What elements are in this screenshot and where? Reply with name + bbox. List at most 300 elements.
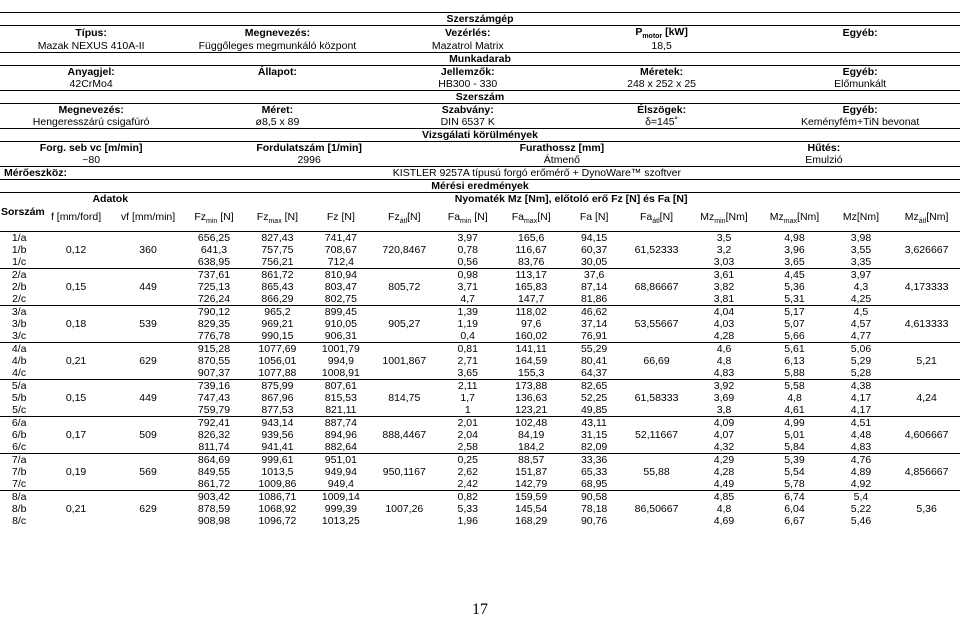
fz-value: 969,21 [261, 318, 294, 330]
fz-value: 1013,25 [321, 515, 360, 527]
fz-value: 915,28 [182, 343, 245, 356]
mz-value: 3,2 [716, 244, 732, 256]
fa-value: 118,02 [499, 306, 562, 319]
section-row [0, 13, 960, 26]
mz-average: 3,626667 [893, 232, 960, 269]
mz-value: 5,01 [784, 429, 805, 441]
fa-value: 90,76 [580, 515, 608, 527]
fa-value: 184,2 [518, 441, 545, 453]
fa-value: 30,05 [580, 256, 608, 268]
mz-value: 3,81 [713, 293, 735, 305]
table-row [0, 142, 960, 155]
fz-value: 903,42 [182, 491, 245, 504]
column-header-main: Fz [256, 211, 269, 223]
fa-value: 159,59 [499, 491, 562, 504]
mz-value: 4,09 [688, 417, 761, 430]
fz-value: 941,41 [261, 441, 294, 453]
fa-value: 87,14 [580, 281, 608, 293]
fz-value: 656,25 [182, 232, 245, 245]
fz-value: 870,55 [197, 355, 231, 367]
tool-header: Méret: [182, 104, 372, 117]
fz-average: 805,72 [373, 269, 436, 306]
mz-average: 4,856667 [893, 454, 960, 491]
feed-value: 0,17 [38, 417, 114, 454]
fz-value: 747,43 [197, 392, 231, 404]
column-header-main: Fz [194, 211, 206, 223]
mz-value: 3,65 [784, 256, 805, 268]
mz-value: 4,8 [716, 355, 732, 367]
feed-rate-value: 449 [114, 269, 182, 306]
fa-value: 173,88 [499, 380, 562, 393]
fz-value: 861,72 [197, 478, 231, 490]
power-sub: motor [642, 33, 663, 40]
machine-header-power [563, 26, 760, 41]
section-row [0, 53, 960, 66]
workpiece-value: 42CrMo4 [69, 78, 113, 90]
mz-value: 6,13 [784, 355, 805, 367]
mz-value: 4,61 [784, 404, 805, 416]
fa-value: 1,39 [436, 306, 499, 319]
fz-value: 882,64 [324, 441, 357, 453]
fz-value: 908,98 [197, 515, 231, 527]
fz-value: 877,53 [261, 404, 294, 416]
machine-value: Függőleges megmunkáló központ [198, 40, 357, 52]
fz-value: 737,61 [182, 269, 245, 282]
fa-value: 60,37 [580, 244, 608, 256]
mz-value: 4,3 [853, 281, 869, 293]
machine-value: Mazak NEXUS 410A-II [37, 40, 145, 52]
fa-value: 43,11 [563, 417, 625, 430]
row-id: 6/c [12, 441, 27, 453]
feed-rate-value: 629 [114, 491, 182, 528]
fa-value: 55,29 [563, 343, 625, 356]
data-row [0, 232, 960, 245]
fz-value: 1013,5 [261, 466, 294, 478]
header-adatok: Adatok [38, 193, 182, 206]
mz-value: 4,03 [713, 318, 735, 330]
column-header [373, 205, 436, 232]
row-id: 6/b [11, 429, 27, 441]
mz-average: 5,21 [893, 343, 960, 380]
fa-value: 168,29 [515, 515, 548, 527]
column-header-unit: [Nm] [725, 211, 748, 223]
section-row [0, 129, 960, 142]
mz-value: 5,84 [784, 441, 805, 453]
fz-value: 994,9 [327, 355, 354, 367]
column-header-main: Fz [388, 211, 400, 223]
mz-average: 4,24 [893, 380, 960, 417]
fz-average: 814,75 [373, 380, 436, 417]
workpiece-header: Méretek: [563, 66, 760, 79]
header-sorszam: Sorszám [0, 193, 38, 232]
fa-value: 33,36 [563, 454, 625, 467]
workpiece-header: Jellemzők: [373, 66, 563, 79]
mz-average: 4,606667 [893, 417, 960, 454]
row-id: 4/a [0, 343, 38, 356]
mz-value: 6,67 [784, 515, 805, 527]
column-header-unit: [N] [281, 211, 299, 223]
mz-value: 5,46 [850, 515, 872, 527]
mz-value: 4,07 [713, 429, 735, 441]
mz-value: 4,28 [713, 330, 735, 342]
measurement-sheet [0, 12, 960, 527]
column-header-unit: [N] [471, 211, 488, 223]
mz-value: 5,28 [850, 367, 872, 379]
mz-value: 3,69 [713, 392, 735, 404]
fz-value: 1077,88 [258, 367, 297, 379]
workpiece-value: 248 x 252 x 25 [627, 78, 697, 90]
fz-value: 1086,71 [246, 491, 309, 504]
tool-header: Élszögek: [563, 104, 760, 117]
fz-value: 810,94 [309, 269, 372, 282]
table-row [0, 26, 960, 41]
fz-value: 1068,92 [258, 503, 297, 515]
machine-header-type: Típus: [0, 26, 182, 41]
fa-value: 2,11 [436, 380, 499, 393]
section-title-conditions: Vizsgálati körülmények [0, 129, 960, 142]
workpiece-value: Előmunkált [834, 78, 887, 90]
row-id: 1/c [12, 256, 27, 268]
fz-value: 638,95 [197, 256, 231, 268]
fa-value: 97,6 [520, 318, 542, 330]
fz-value: 739,16 [182, 380, 245, 393]
data-row [0, 269, 960, 282]
fa-value: 2,04 [457, 429, 478, 441]
fa-value: 81,86 [580, 293, 608, 305]
fa-value: 64,37 [580, 367, 608, 379]
machine-value [760, 40, 960, 53]
fz-value: 939,56 [261, 429, 294, 441]
mz-value: 3,8 [716, 404, 732, 416]
row-id: 4/c [12, 367, 27, 379]
mz-value: 4,8 [716, 503, 732, 515]
column-header [563, 205, 625, 232]
instrument-value: KISTLER 9257A típusú forgó erőmérő + DynoWare™ szoftver [114, 167, 960, 180]
mz-value: 6,04 [784, 503, 805, 515]
machine-value: Mazatrol Matrix [431, 40, 504, 52]
fa-value: 155,3 [518, 367, 545, 379]
column-header-unit: [Nm] [926, 211, 949, 223]
fz-value: 907,37 [197, 367, 231, 379]
fa-average: 52,11667 [625, 417, 687, 454]
column-header-main: Mz [904, 211, 919, 223]
column-header-main: Mz [700, 211, 715, 223]
fz-value: 811,74 [198, 441, 230, 453]
data-row [0, 417, 960, 430]
mz-value: 4,45 [760, 269, 828, 282]
section-title-results: Mérési eredmények [0, 180, 960, 193]
feed-rate-value: 360 [114, 232, 182, 269]
fa-value: 82,09 [580, 441, 608, 453]
row-id: 3/b [11, 318, 27, 330]
feed-rate-value: 449 [114, 380, 182, 417]
fz-value: 849,55 [197, 466, 231, 478]
tool-value: DIN 6537 K [440, 116, 495, 128]
fa-value: 88,57 [499, 454, 562, 467]
column-header [829, 205, 893, 232]
column-header-main: Mz[Nm] [842, 211, 880, 223]
mz-value: 4,48 [850, 429, 872, 441]
column-header-sub: min [714, 218, 726, 225]
mz-value: 4,28 [713, 466, 735, 478]
mz-value: 4,29 [688, 454, 761, 467]
row-id: 7/b [11, 466, 27, 478]
fa-value: 0,98 [436, 269, 499, 282]
fz-value: 725,13 [197, 281, 231, 293]
fz-value: 821,11 [325, 404, 357, 416]
mz-value: 5,66 [784, 330, 805, 342]
fz-value: 1001,79 [309, 343, 372, 356]
fa-value: 151,87 [515, 466, 548, 478]
workpiece-header: Állapot: [182, 66, 372, 79]
fa-value: 2,62 [457, 466, 478, 478]
fa-value: 80,41 [580, 355, 608, 367]
fz-value: 826,32 [197, 429, 231, 441]
mz-value: 3,03 [713, 256, 735, 268]
fa-value: 0,81 [436, 343, 499, 356]
column-header-sub: max [783, 218, 798, 225]
condition-value: Átmenő [543, 154, 580, 166]
fa-average: 86,50667 [625, 491, 687, 528]
column-header [436, 205, 499, 232]
mz-value: 5,78 [784, 478, 805, 490]
mz-value: 3,96 [784, 244, 805, 256]
mz-value: 3,35 [850, 256, 872, 268]
row-id: 3/a [0, 306, 38, 319]
fa-value: 1,19 [457, 318, 478, 330]
row-id: 8/a [0, 491, 38, 504]
mz-average: 4,613333 [893, 306, 960, 343]
fa-average: 61,58333 [625, 380, 687, 417]
fa-value: 4,7 [460, 293, 476, 305]
row-id: 3/c [12, 330, 27, 342]
fz-value: 866,29 [261, 293, 294, 305]
column-header [309, 205, 372, 232]
mz-value: 3,92 [688, 380, 761, 393]
mz-value: 5,88 [784, 367, 805, 379]
fa-value: 116,67 [515, 244, 547, 256]
fa-average: 53,55667 [625, 306, 687, 343]
table-row [0, 40, 960, 53]
mz-average: 4,173333 [893, 269, 960, 306]
fa-value: 0,78 [457, 244, 478, 256]
mz-value: 3,5 [688, 232, 761, 245]
mz-value: 3,55 [850, 244, 872, 256]
mz-value: 4,76 [829, 454, 893, 467]
section-title-tool: Szerszám [0, 91, 960, 104]
condition-value: 2996 [297, 154, 321, 166]
fz-value: 1008,91 [321, 367, 360, 379]
mz-value: 4,83 [850, 441, 872, 453]
table-row [0, 167, 960, 180]
column-header [38, 205, 114, 232]
fz-value: 759,79 [197, 404, 231, 416]
fz-value: 949,4 [327, 478, 354, 490]
tool-value: ø8,5 x 89 [255, 116, 300, 128]
fa-value: 1 [464, 404, 471, 416]
fz-value: 949,94 [324, 466, 357, 478]
feed-rate-value: 629 [114, 343, 182, 380]
mz-value: 5,61 [760, 343, 828, 356]
column-header [760, 205, 828, 232]
mz-value: 4,17 [850, 392, 872, 404]
section-title-workpiece: Munkadarab [0, 53, 960, 66]
fa-value: 76,91 [580, 330, 608, 342]
fa-value: 65,33 [580, 466, 608, 478]
fz-value: 803,47 [324, 281, 357, 293]
column-header [114, 205, 182, 232]
fa-value: 123,21 [515, 404, 548, 416]
column-header-sub: min [206, 218, 218, 225]
instrument-label: Mérőeszköz: [0, 167, 114, 180]
table-row [0, 116, 960, 129]
tool-header: Szabvány: [373, 104, 563, 117]
column-header-main: f [mm/ford] [50, 211, 102, 223]
fz-value: 875,99 [246, 380, 309, 393]
header-nyomatek: Nyomaték Mz [Nm], előtoló erő Fz [N] és Fa [N] [182, 193, 960, 206]
row-id: 5/b [11, 392, 27, 404]
tool-value: δ=145˚ [645, 116, 679, 128]
mz-value: 4,5 [829, 306, 893, 319]
fz-value: 712,4 [327, 256, 354, 268]
column-header-main: vf [mm/min] [120, 211, 176, 223]
fa-value: 2,71 [457, 355, 478, 367]
data-row [0, 454, 960, 467]
fz-average: 905,27 [373, 306, 436, 343]
fa-value: 78,18 [580, 503, 608, 515]
fa-value: 3,71 [457, 281, 478, 293]
fz-average: 1001,867 [373, 343, 436, 380]
fa-value: 37,6 [563, 269, 625, 282]
fa-value: 68,95 [580, 478, 608, 490]
fz-value: 865,43 [261, 281, 294, 293]
fa-value: 0,4 [460, 330, 476, 342]
feed-rate-value: 509 [114, 417, 182, 454]
workpiece-value [182, 78, 372, 91]
column-header-unit: [N] [659, 211, 674, 223]
mz-value: 3,98 [829, 232, 893, 245]
column-header-main: Fa [640, 211, 653, 223]
fz-value: 756,21 [261, 256, 294, 268]
machine-value: 18,5 [651, 40, 672, 52]
column-header [688, 205, 761, 232]
workpiece-header: Anyagjel: [0, 66, 182, 79]
fa-value: 1,96 [457, 515, 478, 527]
mz-value: 4,51 [829, 417, 893, 430]
fa-value: 37,14 [580, 318, 608, 330]
fa-value: 82,65 [563, 380, 625, 393]
feed-value: 0,15 [38, 380, 114, 417]
mz-value: 5,06 [829, 343, 893, 356]
fa-value: 52,25 [580, 392, 608, 404]
mz-value: 5,07 [784, 318, 805, 330]
condition-header: Forg. seb vc [m/min] [0, 142, 182, 155]
power-unit: [kW] [662, 26, 688, 38]
row-id: 8/b [11, 503, 27, 515]
mz-value: 4,69 [713, 515, 735, 527]
fz-value: 1077,69 [246, 343, 309, 356]
mz-value: 3,82 [713, 281, 735, 293]
fz-value: 815,53 [324, 392, 357, 404]
row-id: 2/a [0, 269, 38, 282]
feed-value: 0,21 [38, 491, 114, 528]
data-row [0, 491, 960, 504]
feed-value: 0,15 [38, 269, 114, 306]
mz-value: 5,39 [760, 454, 828, 467]
column-header-row [0, 205, 960, 232]
mz-value: 5,31 [784, 293, 805, 305]
fa-value: 102,48 [499, 417, 562, 430]
data-row [0, 343, 960, 356]
fz-average: 1007,26 [373, 491, 436, 528]
fa-value: 0,56 [457, 256, 478, 268]
fa-value: 2,42 [457, 478, 478, 490]
fa-average: 66,69 [625, 343, 687, 380]
machine-header-name: Megnevezés: [182, 26, 372, 41]
mz-value: 4,92 [850, 478, 872, 490]
fa-average: 61,52333 [625, 232, 687, 269]
fz-value: 864,69 [182, 454, 245, 467]
fz-value: 965,2 [246, 306, 309, 319]
mz-value: 5,17 [760, 306, 828, 319]
table-row [0, 193, 960, 206]
mz-value: 4,8 [787, 392, 802, 404]
fz-value: 1096,72 [258, 515, 297, 527]
power-label: P [635, 26, 643, 38]
fz-value: 899,45 [309, 306, 372, 319]
tool-value: Keményfém+TiN bevonat [800, 116, 920, 128]
fa-value: 141,11 [499, 343, 562, 356]
fz-value: 1009,14 [309, 491, 372, 504]
mz-value: 4,89 [850, 466, 872, 478]
fa-value: 5,33 [457, 503, 478, 515]
column-header-main: Fa [447, 211, 461, 223]
fz-value: 790,12 [182, 306, 245, 319]
condition-header: Hűtés: [688, 142, 960, 155]
fz-value: 999,39 [324, 503, 357, 515]
fz-value: 807,61 [309, 380, 372, 393]
column-header [182, 205, 245, 232]
fa-average: 68,86667 [625, 269, 687, 306]
table-row [0, 66, 960, 79]
fz-value: 887,74 [309, 417, 372, 430]
workpiece-value: HB300 - 330 [438, 78, 498, 90]
fa-value: 2,58 [457, 441, 478, 453]
column-header [499, 205, 562, 232]
tool-header: Egyéb: [760, 104, 960, 117]
mz-value: 5,29 [850, 355, 872, 367]
fz-value: 802,75 [324, 293, 357, 305]
fa-value: 84,19 [518, 429, 545, 441]
fz-value: 1009,86 [258, 478, 297, 490]
row-id: 4/b [11, 355, 27, 367]
feed-rate-value: 569 [114, 454, 182, 491]
mz-value: 4,83 [713, 367, 735, 379]
condition-header: Fordulatszám [1/min] [182, 142, 436, 155]
row-id: 2/b [11, 281, 27, 293]
mz-value: 4,32 [713, 441, 735, 453]
fz-value: 757,75 [261, 244, 294, 256]
table-row [0, 78, 960, 91]
column-header-sub: átl [399, 218, 408, 225]
mz-value: 4,57 [850, 318, 872, 330]
mz-value: 6,74 [760, 491, 828, 504]
fa-value: 147,7 [518, 293, 545, 305]
fa-value: 0,82 [436, 491, 499, 504]
section-title-machine: Szerszámgép [0, 13, 960, 26]
column-header-unit: [N] [537, 211, 551, 223]
fz-average: 720,8467 [373, 232, 436, 269]
